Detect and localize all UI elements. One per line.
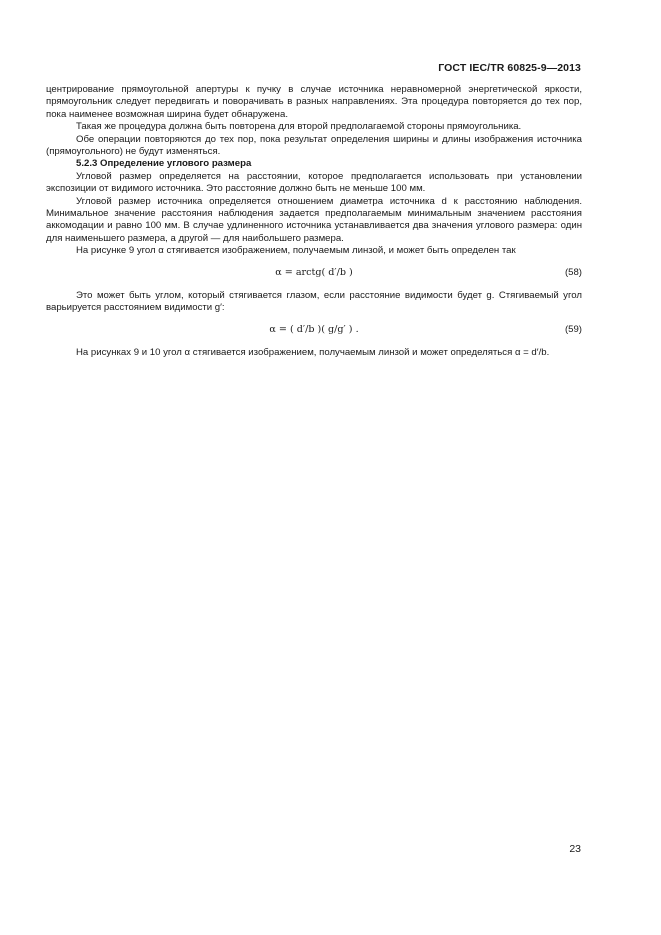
formula-expression: α = arctg( d′/b ): [275, 266, 353, 278]
page-number: 23: [569, 843, 581, 855]
formula-expression: α = ( d′/b )( g/g′ ) .: [269, 323, 359, 335]
paragraph: На рисунках 9 и 10 угол α стягивается изображением, получаемым линзой и может определяться α = d′/b.: [76, 346, 550, 358]
formula-number: (59): [564, 323, 582, 335]
section-heading: 5.2.3 Определение углового размера: [76, 158, 252, 170]
paragraph: Такая же процедура должна быть повторена для второй предполагаемой стороны прямоугольника.: [76, 121, 522, 133]
paragraph: Это может быть углом, который стягивается глазом, если расстояние видимости будет g. Стягиваемый угол варьируется расстоянием видимости g′:: [46, 289, 582, 314]
paragraph: Обе операции повторяются до тех пор, пока результат определения ширины и длины изображения источника (прямоугольного) не будут изменяться.: [46, 133, 582, 158]
document-header: ГОСТ IEC/TR 60825-9—2013: [438, 62, 581, 74]
formula-58: [46, 267, 582, 281]
paragraph: Угловой размер определяется на расстоянии, которое предполагается использовать при установлении экспозиции от видимого источника. Это расстояние должно быть не меньше 100 мм.: [46, 170, 582, 195]
document-body: [46, 84, 582, 359]
paragraph: На рисунке 9 угол α стягивается изображением, получаемым линзой, и может быть определен так: [76, 245, 516, 257]
formula-59: [46, 324, 582, 338]
formula-number: (58): [564, 266, 582, 278]
paragraph: Угловой размер источника определяется отношением диаметра источника d к расстоянию наблюдения. Минимальное значение расстояния наблюдения задается предполагаемым минимальным значением расстояния аккомодации и равно 100 мм. В случае удлиненного источника устанавливается два значения углового размера: один для наименьшего размера, а другой — для наибольшего размера.: [46, 195, 582, 244]
paragraph-continuation: центрирование прямоугольной апертуры к пучку в случае источника неравномерной энергетической яркости, прямоугольник следует передвигать и поворачивать в разных направлениях. Эта процедура повторяется до тех пор, пока наименее возможная ширина будет обнаружена.: [46, 84, 582, 120]
